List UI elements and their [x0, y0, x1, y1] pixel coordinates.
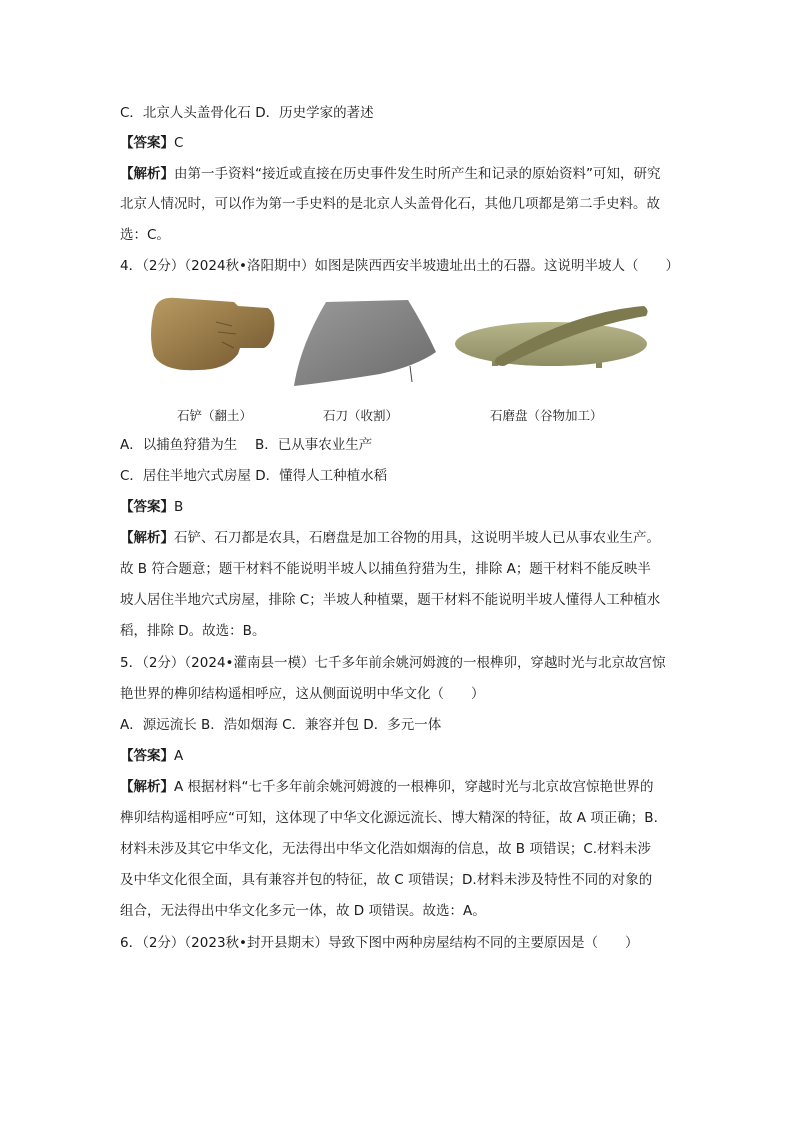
stone-knife-image: [290, 296, 440, 388]
q4-analysis-line-3: 坡人居住半地穴式房屋，排除 C；半坡人种植粟，题干材料不能说明半坡人懂得人工种植水: [120, 592, 661, 608]
q5-analysis-line-3: 材料未涉及其它中华文化，无法得出中华文化浩如烟海的信息，故 B 项错误；C.材料未涉: [120, 841, 652, 857]
analysis-label: 【解析】: [120, 779, 174, 795]
analysis-label: 【解析】: [120, 530, 174, 546]
analysis-label: 【解析】: [120, 166, 174, 182]
stone-spade-image: [146, 292, 278, 374]
q4-answer: [120, 498, 183, 516]
q4-options-line-2: C．居住半地穴式房屋 D．懂得人工种植水稻: [120, 468, 388, 484]
grinding-slab-image: [452, 304, 650, 376]
figure-caption-spade: 石铲（翻土）: [177, 408, 253, 423]
q4-stem: 4．（2分）（2024秋•洛阳期中）如图是陕西西安半坡遗址出土的石器。这说明半坡人（ ）: [120, 258, 679, 274]
q3-analysis-line-2: 北京人情况时，可以作为第一手史料的是北京人头盖骨化石，其他几项都是第二手史料。故: [120, 196, 660, 212]
q6-stem: 6．（2分）（2023秋•封开县期末）导致下图中两种房屋结构不同的主要原因是（ ）: [120, 935, 639, 951]
answer-value: B: [174, 499, 184, 515]
q4-analysis-line-4: 稻，排除 D。故选：B。: [120, 623, 266, 639]
answer-label: 【答案】: [120, 135, 174, 151]
q5-stem-line-1: 5．（2分）（2024•灌南县一模）七千多年前余姚河姆渡的一根榫卯，穿越时光与北京故宫惊: [120, 655, 666, 671]
answer-value: A: [174, 748, 184, 764]
figure-caption-grinding-slab: 石磨盘（谷物加工）: [490, 408, 603, 423]
answer-label: 【答案】: [120, 748, 174, 764]
q5-analysis-line-1: 【解析】A 根据材料“七千多年前余姚河姆渡的一根榫卯，穿越时光与北京故宫惊艳世界的: [120, 779, 654, 795]
q5-stem-line-2: 艳世界的榫卯结构遥相呼应，这从侧面说明中华文化（ ）: [120, 686, 485, 702]
figure-caption-knife: 石刀（收割）: [323, 408, 399, 423]
q3-analysis-line-1: 【解析】由第一手资料“接近或直接在历史事件发生时所产生和记录的原始资料”可知，研究: [120, 166, 661, 182]
q3-options-line-2: C．北京人头盖骨化石 D．历史学家的著述: [120, 105, 374, 121]
q3-analysis-line-3: 选：C。: [120, 227, 170, 243]
q4-analysis-line-2: 故 B 符合题意；题干材料不能说明半坡人以捕鱼狩猎为生，排除 A；题干材料不能反映半: [120, 561, 651, 577]
stone-knife-shape: [294, 300, 436, 386]
q4-analysis-line-1: 【解析】石铲、石刀都是农具，石磨盘是加工谷物的用具，这说明半坡人已从事农业生产。: [120, 530, 660, 546]
q5-answer: [120, 747, 183, 765]
q5-options-line-1: A．源远流长 B．浩如烟海 C．兼容并包 D．多元一体: [120, 717, 442, 733]
q3-answer: [120, 134, 183, 152]
stone-spade-shape: [151, 298, 274, 370]
q5-analysis-line-4: 及中华文化很全面，具有兼容并包的特征，故 C 项错误；D.材料未涉及特性不同的对象的: [120, 872, 653, 888]
q5-analysis-line-2: 榫卯结构遥相呼应“可知，这体现了中华文化源远流长、博大精深的特征，故 A 项正确；B.: [120, 810, 658, 826]
answer-label: 【答案】: [120, 499, 174, 515]
answer-value: C: [174, 135, 184, 151]
q4-options-line-1: A．以捕鱼狩猎为生 B．已从事农业生产: [120, 437, 373, 453]
q5-analysis-line-5: 组合，无法得出中华文化多元一体，故 D 项错误。故选：A。: [120, 903, 486, 919]
